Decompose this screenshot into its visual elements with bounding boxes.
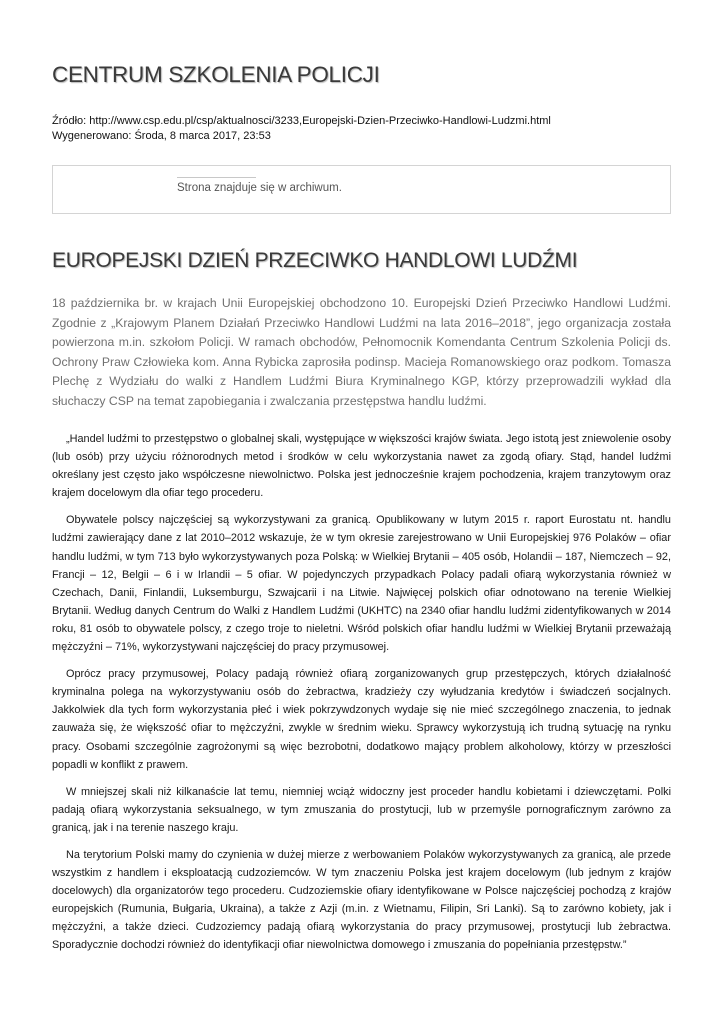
article-title: EUROPEJSKI DZIEŃ PRZECIWKO HANDLOWI LUDŹMI <box>52 249 578 272</box>
source-url-line: Źródło: http://www.csp.edu.pl/csp/aktualnosci/3233,Europejski-Dzien-Przeciwko-Handlowi-Ludzmi.html <box>52 115 551 127</box>
article-paragraph: W mniejszej skali niż kilkanaście lat temu, niemniej wciąż widoczny jest proceder handlu kobietami i dziewczętami. Polki padają ofiarą wykorzystania seksualnego, w tym zmuszania do prostytucji, lub w przemyśle pornograficznym zarówno za granicą, jak i na terenie naszego kraju. <box>52 785 671 834</box>
article-lead: 18 października br. w krajach Unii Europejskiej obchodzono 10. Europejski Dzień Przeciwko Handlowi Ludźmi. Zgodnie z „Krajowym Planem Działań Przeciwko Handlowi Ludźmi na lata 2016–2018”, jego organizacja została powierzona m.in. szkołom Policji. W ramach obchodów, Pełnomocnik Komendanta Centrum Szkolenia Policji ds. Ochrony Praw Człowieka kom. Anna Rybicka zaprosiła podinsp. Macieja Romanowskiego oraz podkom. Tomasza Plechę z Wydziału do walki z Handlem Ludźmi Biura Kryminalnego KGP, którzy przeprowadzili wykład dla słuchaczy CSP na temat zapobiegania i zwalczania przestępstwa handlu ludźmi. <box>52 296 671 408</box>
article-paragraph: „Handel ludźmi to przestępstwo o globalnej skali, występujące w większości krajów świata. Jego istotą jest zniewolenie osoby (lub osób) przy użyciu różnorodnych metod i środków w celu wykorzystania nawet za zgodą ofiary. Stąd, handel ludźmi określany jest często jako współczesne niewolnictwo. Polska jest jednocześnie krajem pochodzenia, krajem tranzytowym oraz krajem docelowym dla ofiar tego procederu. <box>52 433 671 500</box>
archive-divider <box>177 177 256 178</box>
article-paragraph: Obywatele polscy najczęściej są wykorzystywani za granicą. Opublikowany w lutym 2015 r. raport Eurostatu nt. handlu ludźmi zawierający dane z lat 2010–2012 wskazuje, że w tym okresie zarejestrowano w Unii Europejskiej 976 Polaków – ofiar handlu ludźmi, w tym 713 było wykorzystywanych poza Polską: w Wielkiej Brytanii – 405 osób, Holandii – 187, Niemczech – 92, Francji – 12, Belgii – 6 i w Irlandii – 5 ofiar. W pojedynczych przypadkach Polacy padali ofiarą wykorzystania również w Czechach, Danii, Finlandii, Luksemburgu, Szwajcarii i na Litwie. Najwięcej polskich ofiar odnotowano na terenie Wielkiej Brytanii. Według danych Centrum do Walki z Handlem Ludźmi (UKHTC) na 2340 ofiar handlu ludźmi zidentyfikowanych w 2014 roku, 81 osób to obywatele polscy, z czego troje to nieletni. Wśród polskich ofiar handlu ludźmi w Wielkiej Brytanii przeważają mężczyźni – 71%, wykorzystywani najczęściej do pracy przymusowej. <box>52 514 671 654</box>
article-paragraph: Oprócz pracy przymusowej, Polacy padają również ofiarą zorganizowanych grup przestępczych, których działalność kryminalna polega na wykorzystywaniu osób do żebractwa, kradzieży czy wyłudzania kredytów i świadczeń socjalnych. Jakkolwiek dla tych form wykorzystania płeć i wiek pokrzywdzonych wydaje się nie mieć szczególnego znaczenia, to jednak zauważa się, że większość ofiar to mężczyźni, zwykle w średnim wieku. Sprawcy wykorzystują ich trudną sytuację na rynku pracy. Osobami szczególnie zagrożonymi są więc bezrobotni, dodatkowo mający problem alkoholowy, którzy w przeszłości popadli w konflikt z prawem. <box>52 668 671 771</box>
generated-date-line: Wygenerowano: Środa, 8 marca 2017, 23:53 <box>52 130 271 142</box>
document-meta <box>52 114 551 144</box>
site-title: CENTRUM SZKOLENIA POLICJI <box>52 62 380 87</box>
archive-notice-text: Strona znajduje się w archiwum. <box>177 182 342 194</box>
article-paragraph: Na terytorium Polski mamy do czynienia w dużej mierze z werbowaniem Polaków wykorzystywanych za granicą, ale przede wszystkim z handlem i eksploatacją cudzoziemców. W tym znaczeniu Polska jest krajem docelowym (lub jednym z krajów docelowych) dla organizatorów tego procederu. Cudzoziemskie ofiary identyfikowane w Polsce najczęściej pochodzą z krajów europejskich (Rumunia, Bułgaria, Ukraina), a także z Azji (m.in. z Wietnamu, Filipin, Sri Lanki). Są to zarówno kobiety, jak i mężczyźni, a także dzieci. Cudzoziemcy padają ofiarą wykorzystania do pracy przymusowej, prostytucji lub żebractwa. Sporadycznie dochodzi również do identyfikacji ofiar niewolnictwa domowego i zmuszania do popełniania przestępstw.” <box>52 848 671 952</box>
archive-notice-box <box>52 165 671 214</box>
article-body <box>52 430 671 964</box>
